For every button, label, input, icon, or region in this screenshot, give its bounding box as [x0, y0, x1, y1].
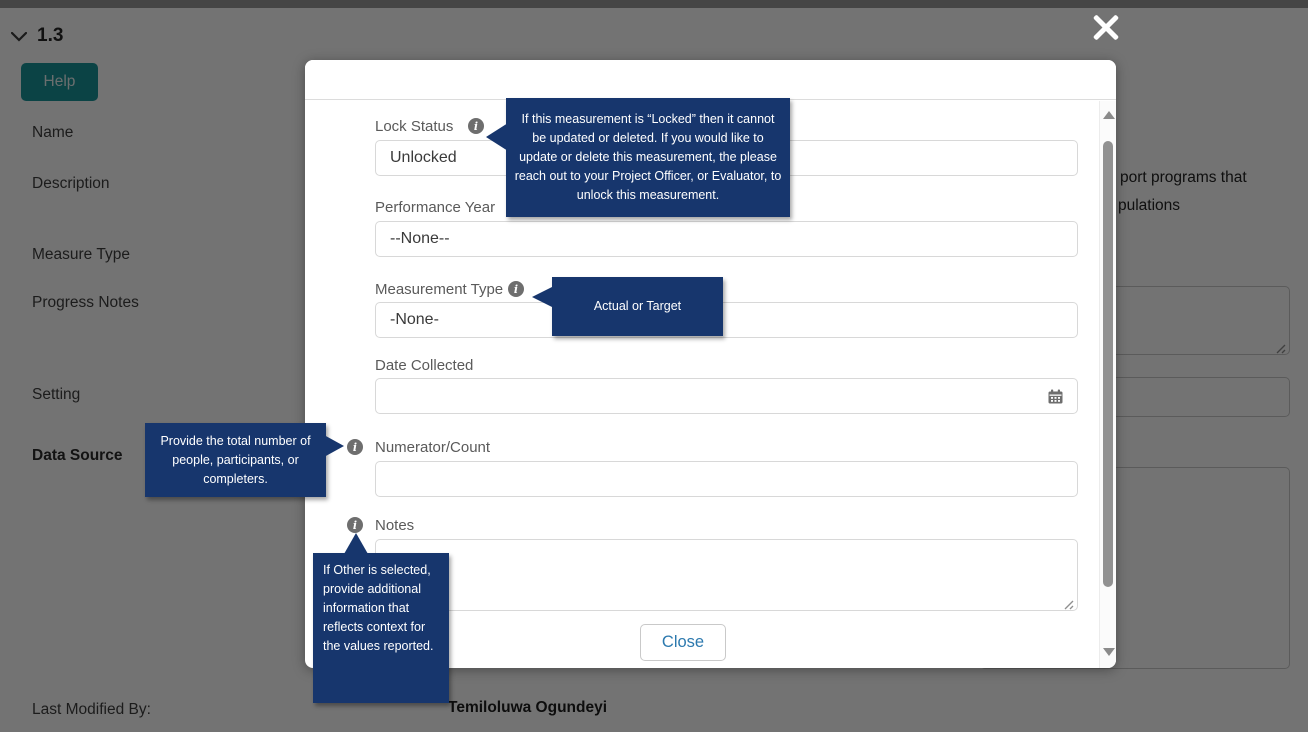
lock-status-label: Lock Status	[375, 118, 454, 135]
info-icon[interactable]: i	[468, 118, 484, 134]
measurement-type-label: Measurement Type	[375, 281, 504, 298]
scrollbar-thumb[interactable]	[1103, 141, 1113, 587]
numerator-count-label: Numerator/Count	[375, 439, 491, 456]
resize-handle-icon[interactable]	[1063, 597, 1074, 608]
modal-scrollbar[interactable]	[1099, 101, 1116, 668]
date-collected-input[interactable]	[375, 378, 1078, 414]
tooltip-arrow-up	[344, 533, 368, 554]
tooltip-arrow-right	[324, 435, 344, 457]
notes-tooltip: If Other is selected, provide additional information that reflects context for the values reported.	[313, 553, 449, 703]
scroll-down-icon[interactable]	[1103, 648, 1115, 656]
numerator-count-tooltip: Provide the total number of people, participants, or completers.	[145, 423, 326, 497]
numerator-count-input[interactable]	[375, 461, 1078, 497]
dialog-header	[305, 60, 1116, 100]
calendar-icon[interactable]	[1048, 389, 1063, 409]
lock-status-input[interactable]: Unlocked	[375, 140, 1078, 176]
notes-textarea[interactable]	[375, 539, 1078, 611]
measurement-type-tooltip: Actual or Target	[552, 277, 723, 336]
info-icon[interactable]: i	[347, 439, 363, 455]
tooltip-arrow-left	[486, 123, 508, 151]
lock-status-tooltip: If this measurement is “Locked” then it cannot be updated or deleted. If you would like to update or delete this measurement, the please reach out to your Project Officer, or Evaluator, to unlock this measurement.	[506, 98, 790, 217]
notes-label: Notes	[375, 517, 415, 534]
info-icon[interactable]: i	[347, 517, 363, 533]
scroll-up-icon[interactable]	[1103, 111, 1115, 119]
tooltip-arrow-left	[532, 286, 554, 308]
measurement-type-input[interactable]: -None-	[375, 302, 1078, 338]
date-collected-label: Date Collected	[375, 357, 474, 374]
performance-year-input[interactable]: --None--	[375, 221, 1078, 257]
performance-year-label: Performance Year	[375, 199, 496, 216]
info-icon[interactable]: i	[508, 281, 524, 297]
close-button[interactable]: Close	[640, 624, 726, 661]
x-icon[interactable]	[1088, 10, 1124, 46]
